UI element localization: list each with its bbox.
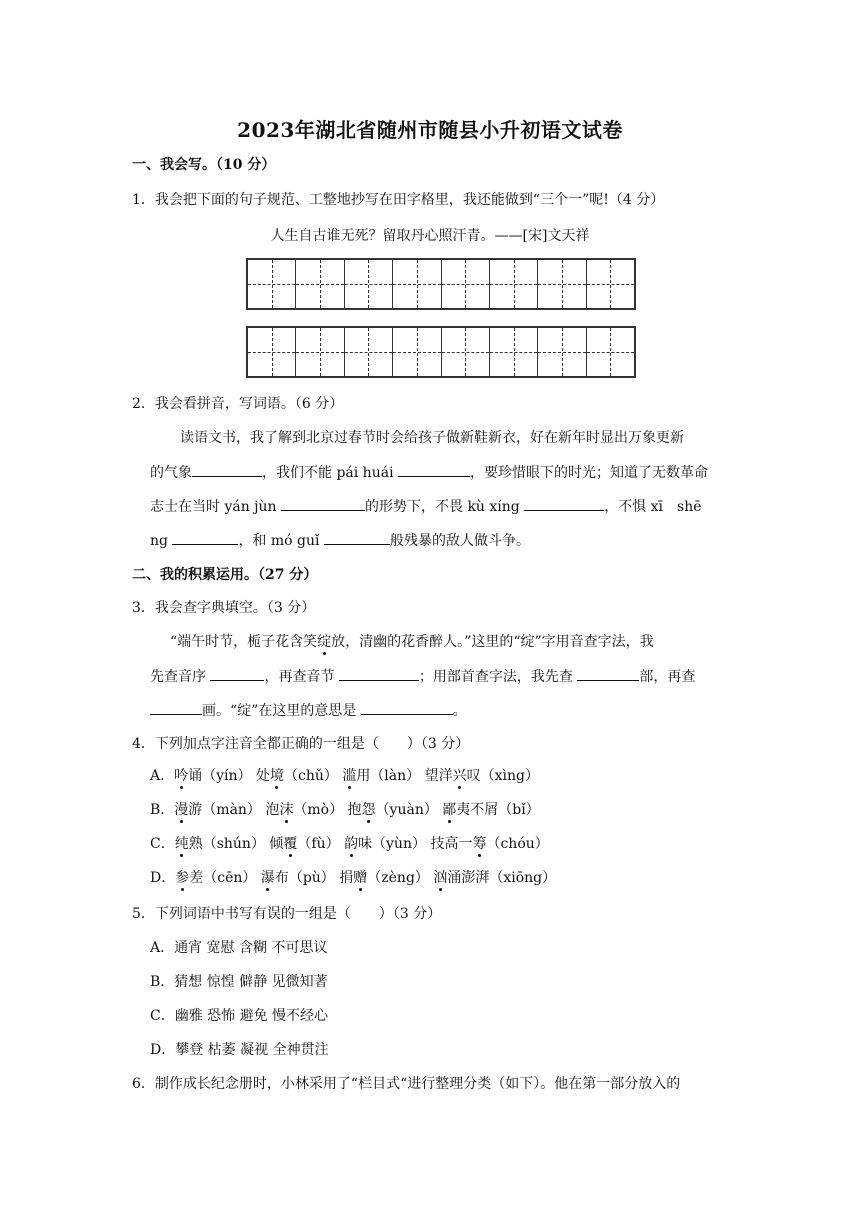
tianzige-cell[interactable] [538,260,586,308]
answer-blank[interactable] [210,666,264,681]
tianzige-cell[interactable] [296,328,344,376]
question-1-quote: 人生自古谁无死？留取丹心照汗青。——[宋]文天祥 [270,228,590,244]
question-4-option-b[interactable] [150,800,750,820]
answer-blank[interactable] [281,496,365,511]
text: （zèng） [367,870,434,886]
question-4-option-c[interactable] [150,834,750,854]
tianzige-cell[interactable] [393,328,441,376]
option-letter: D． [150,870,176,886]
text: 的形势下，不畏 kù xíng [365,499,525,515]
question-3-line-1 [170,632,770,652]
text: （mò） 抱 [293,802,362,818]
answer-blank[interactable] [339,666,419,681]
question-4-prompt: 4．下列加点字注音全都正确的一组是（ ）（3 分） [132,736,470,752]
answer-blank[interactable] [324,530,390,545]
answer-blank[interactable] [577,666,639,681]
text: ，我们不能 pái huái [262,465,398,481]
text: 涌澎湃（xiōng） [447,870,557,886]
text: 先查音序 [150,669,211,685]
text: 差（cēn） [189,870,261,886]
question-3-line-3 [150,700,750,721]
tianzige-cell[interactable] [490,328,538,376]
dotted-char: 绽 [317,634,332,650]
question-4-option-d[interactable] [150,868,750,888]
text: 般残暴的敌人做斗争。 [389,533,530,549]
answer-blank[interactable] [150,700,202,715]
question-4-option-a[interactable] [150,766,750,786]
option-letter: A． [150,768,175,784]
question-5-prompt: 5．下列词语中书写有误的一组是（ ）（3 分） [132,906,442,922]
option-letter: B． [150,802,175,818]
tianzige-cell[interactable] [393,260,441,308]
tianzige-row-1[interactable] [246,258,636,310]
page-title: 2023年湖北省随州市随县小升初语文试卷 [237,118,623,142]
question-2-line-4 [150,530,750,551]
dotted-char: 韵 [344,836,359,852]
text: 画。“绽”在这里的意思是 [202,703,361,719]
tianzige-cell[interactable] [442,260,490,308]
text: “端午时节，栀子花含笑 [170,634,318,650]
text: ，和 mó guǐ [238,533,324,549]
text: 叹（xìng） [466,768,539,784]
dotted-char: 汹 [433,870,448,886]
text: （fù） [297,836,345,852]
tianzige-cell[interactable] [248,328,296,376]
dotted-char: 怨 [361,802,376,818]
dotted-char: 漫 [174,802,189,818]
tianzige-cell[interactable] [587,328,634,376]
tianzige-cell[interactable] [587,260,634,308]
dotted-char: 覆 [283,836,298,852]
text: 。 [452,703,467,719]
text: （chǔ） [283,768,343,784]
dotted-char: 瀑 [260,870,275,886]
dotted-char: 吟 [174,768,189,784]
answer-blank[interactable] [398,462,470,477]
text: 夷不屑（bǐ） [456,802,540,818]
text: 诵（yín） 处 [188,768,270,784]
tianzige-cell[interactable] [345,328,393,376]
text: 志士在当时 yán jùn [150,499,281,515]
question-3-line-2 [150,666,750,687]
tianzige-cell[interactable] [296,260,344,308]
question-2-line-3 [150,496,750,517]
question-5-option-d[interactable]: D．攀登 枯萎 凝视 全神贯注 [150,1042,329,1058]
question-5-option-b[interactable]: B．猜想 惊惶 僻静 见微知著 [150,974,328,990]
answer-blank[interactable] [361,700,453,715]
dotted-char: 兴 [452,768,467,784]
question-2-line-1: 读语文书，我了解到北京过春节时会给孩子做新鞋新衣，好在新年时显出万象更新 [180,430,684,446]
question-6-prompt: 6．制作成长纪念册时，小林采用了“栏目式“进行整理分类（如下）。他在第一部分放入的 [132,1076,681,1092]
text: 放，清幽的花香醉人。”这里的“绽”字用音查字法，我 [331,634,654,650]
section-1-heading: 一、我会写。（10 分） [132,157,276,173]
text: 部，再查 [639,669,696,685]
option-letter: C． [150,836,175,852]
text: 熟（shún） 倾 [188,836,284,852]
dotted-char: 纯 [174,836,189,852]
text: （chóu） [486,836,549,852]
tianzige-row-2[interactable] [246,326,636,378]
text: 布（pù） 捐 [274,870,354,886]
text: ，再查音节 [264,669,339,685]
question-2-line-2 [150,462,750,483]
text: ，要珍惜眼下的时光；知道了无数革命 [470,465,708,481]
tianzige-cell[interactable] [442,328,490,376]
question-5-option-c[interactable]: C．幽雅 恐怖 避免 慢不经心 [150,1008,329,1024]
question-2-prompt: 2．我会看拼音，写词语。（6 分） [132,396,344,412]
dotted-char: 赠 [353,870,368,886]
dotted-char: 境 [269,768,284,784]
tianzige-cell[interactable] [490,260,538,308]
answer-blank[interactable] [524,496,604,511]
tianzige-cell[interactable] [345,260,393,308]
dotted-char: 鄙 [442,802,457,818]
text: 游（màn） 泡 [188,802,280,818]
tianzige-cell[interactable] [248,260,296,308]
text: 的气象 [150,465,192,481]
question-1-prompt: 1．我会把下面的句子规范、工整地抄写在田字格里，我还能做到“三个一”呢!（4 分） [132,192,665,208]
text: ，不惧 xī shē [604,499,702,515]
text: 用（làn） 望洋 [356,768,453,784]
section-2-heading: 二、我的积累运用。（27 分） [132,567,318,583]
dotted-char: 滥 [342,768,357,784]
answer-blank[interactable] [192,462,262,477]
dotted-char: 筹 [472,836,487,852]
question-3-prompt: 3．我会查字典填空。（3 分） [132,600,316,616]
dotted-char: 沫 [279,802,294,818]
question-5-option-a[interactable]: A．通宵 宽慰 含糊 不可思议 [150,940,328,956]
text: （yuàn） [375,802,443,818]
text: 味（yùn） 技高一 [358,836,473,852]
text: ；用部首查字法，我先查 [418,669,578,685]
dotted-char: 参 [175,870,190,886]
tianzige-cell[interactable] [538,328,586,376]
text: ng [150,533,173,549]
answer-blank[interactable] [172,530,238,545]
